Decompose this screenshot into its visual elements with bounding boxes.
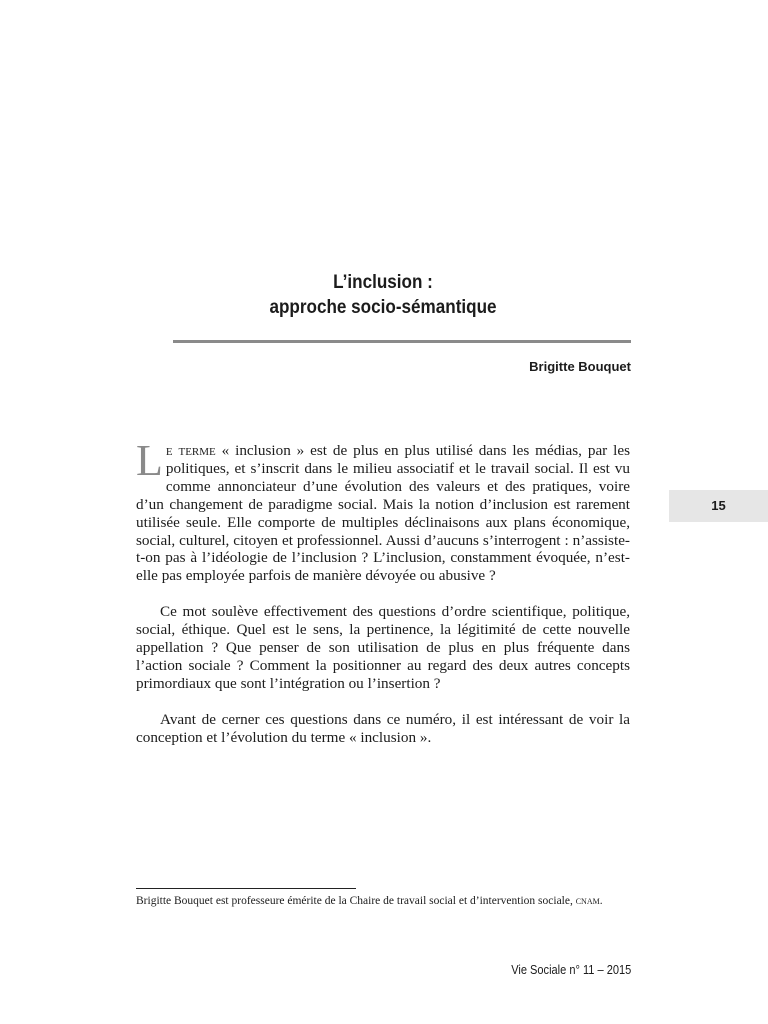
journal-footer: Vie Sociale n° 11 – 2015 — [510, 962, 631, 977]
paragraph-2: Ce mot soulève effectivement des questions d’ordre scientifique, politique, social, éthique. Quel est le sens, la pertinence, la légitimité de cette nouvelle appellation ? Que penser de son utilisation de plus en plus fréquente dans l’action sociale ? Comment la positionner au regard des deux autres concepts primordiaux que sont l’intégration ou l’insertion ? — [136, 603, 630, 692]
paragraph-3: Avant de cerner ces questions dans ce numéro, il est intéressant de voir la conception et l’évolution du terme « inclusion ». — [136, 710, 630, 746]
title-line-1: L’inclusion : — [333, 272, 433, 293]
title-line-2: approche socio-sémantique — [269, 297, 497, 318]
paragraph-1 — [136, 436, 630, 585]
author-name: Brigitte Bouquet — [529, 359, 631, 374]
page-number-tab: 15 — [669, 490, 768, 522]
article-body — [136, 436, 630, 747]
small-caps-lead: e terme — [165, 442, 216, 459]
footnote-end: . — [599, 895, 603, 907]
drop-cap: L — [136, 436, 163, 485]
article-title — [160, 270, 606, 320]
footnote-divider — [136, 888, 356, 889]
title-divider — [173, 340, 631, 343]
footnote-org: cnam — [575, 895, 600, 907]
footnote-text: Brigitte Bouquet est professeure émérite de la Chaire de travail social et d’intervention sociale, — [136, 895, 576, 907]
footnote — [136, 895, 630, 909]
paragraph-1-text: « inclusion » est de plus en plus utilisé dans les médias, par les politiques, et s’inscrit dans le milieu associatif et le travail social. Il est vu comme annonciateur d’une évolution des valeurs et des pratiques, voire d’un changement de paradigme social. Mais la notion d’inclusion est rarement utilisée seule. Elle comporte de multiples déclinaisons aux plans économique, social, culturel, citoyen et professionnel. Aussi d’aucuns s’interrogent : n’assiste-t-on pas à l’idéologie de l’inclusion ? L’inclusion, constamment évoquée, n’est-elle pas employée parfois de manière dévoyée ou abusive ? — [136, 442, 630, 585]
